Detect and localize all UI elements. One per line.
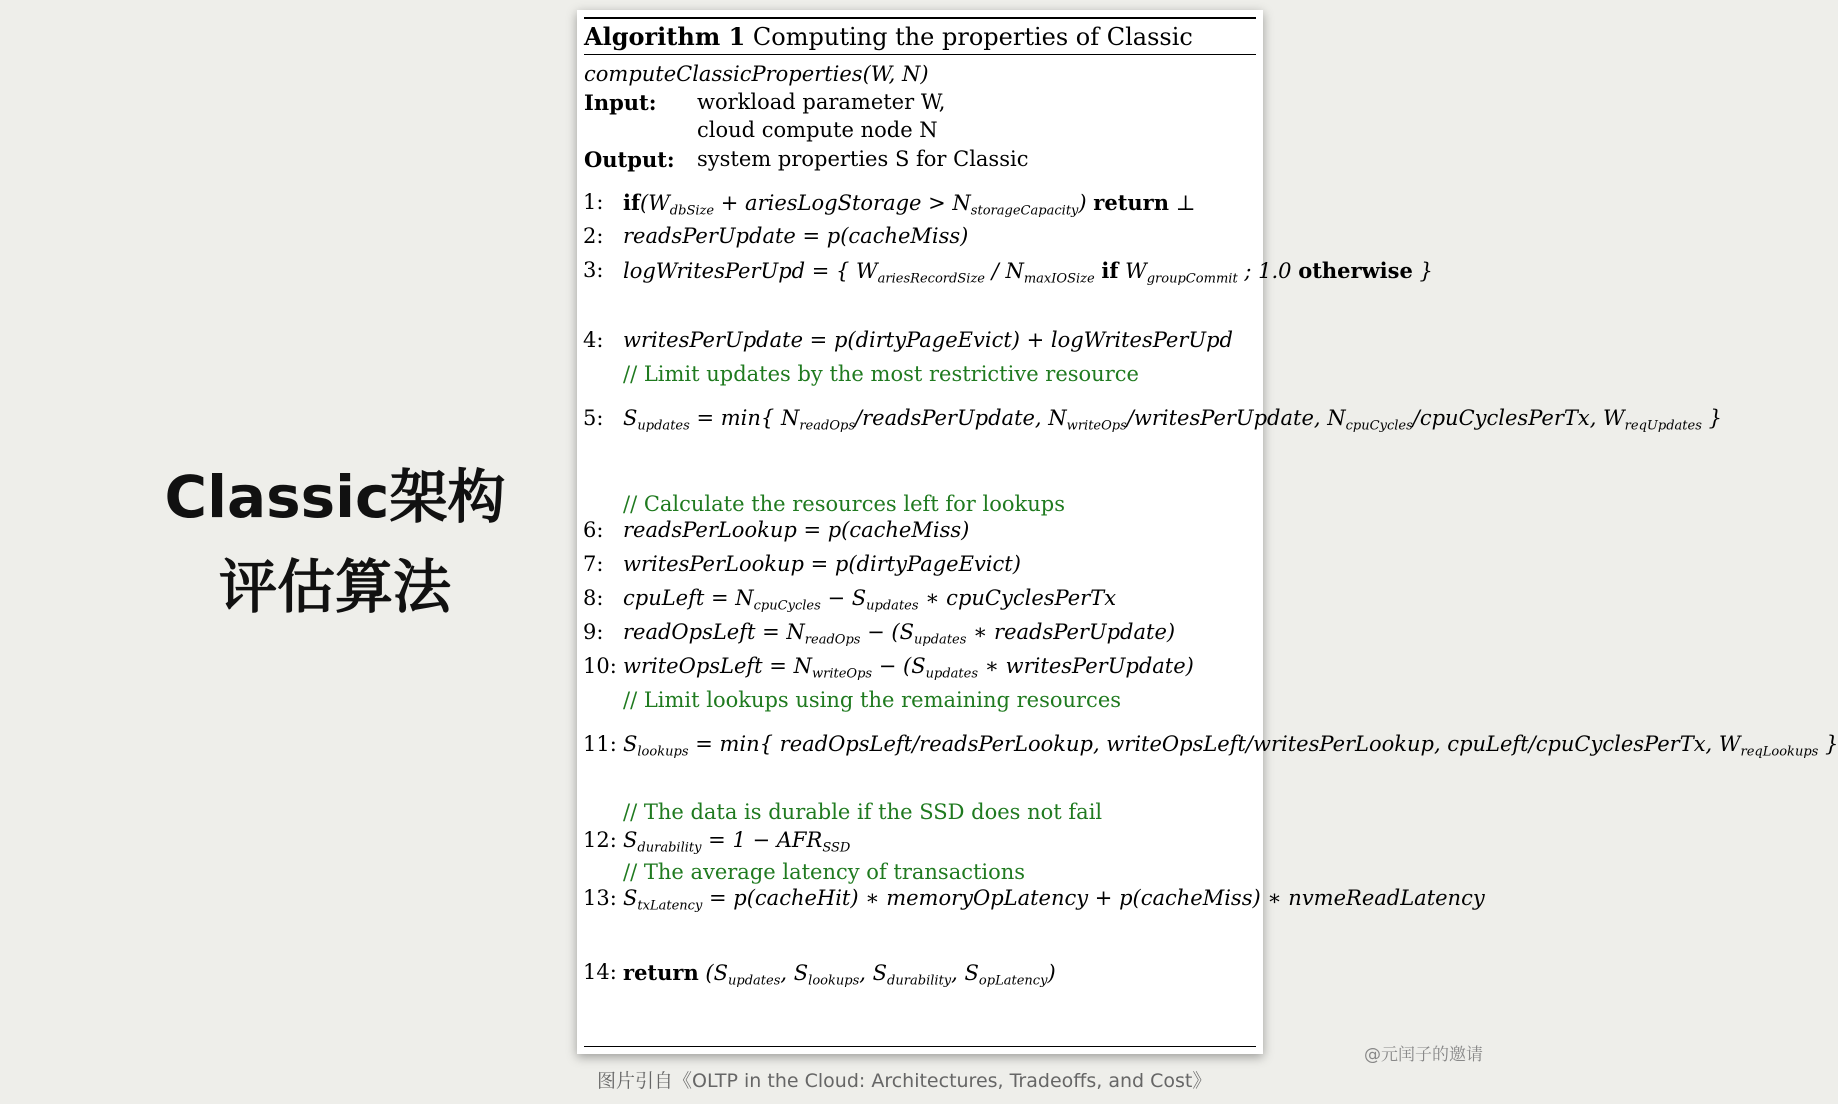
line-number: 5: [583, 406, 604, 430]
line-code: writeOpsLeft = $N_{writeOps} - (S_{updates}$ ∗ writesPerUpdate) [623, 654, 1194, 682]
line-code: cpuLeft = $N_{cpuCycles} - S_{updates}$ ∗ cpuCyclesPerTx [623, 586, 1117, 614]
line-code: writesPerLookup = p(dirtyPageEvict) [623, 552, 1021, 576]
line-code: readOpsLeft = $N_{readOps} - (S_{updates}$ ∗ readsPerUpdate) [623, 620, 1176, 648]
output-label: Output: [584, 147, 675, 172]
line-code: $S_{txLatency}$ = p(cacheHit) ∗ memoryOpLatency + p(cacheMiss) ∗ nvmeReadLatency [623, 886, 1485, 914]
comment-text: // Calculate the resources left for lookups [623, 492, 1065, 516]
comment-text: // Limit updates by the most restrictive resource [623, 362, 1139, 386]
line-number: 2: [583, 224, 604, 248]
line-code: $S_{durability} = 1 - AFR_{SSD}$ [623, 828, 851, 856]
line-code: readsPerUpdate = p(cacheMiss) [623, 224, 969, 248]
figure-caption: 图片引自《OLTP in the Cloud: Architectures, Tradeoffs, and Cost》 [597, 1070, 1212, 1092]
slide-title-line-2: 评估算法 [218, 553, 451, 621]
line-number: 10: [583, 654, 617, 678]
algorithm-title: Computing the properties of Classic [752, 23, 1193, 51]
line-number: 14: [583, 960, 617, 984]
line-code: return ($S_{updates}$, $S_{lookups}$, $S_{durability}$, $S_{opLatency}$) [623, 960, 1056, 989]
line-number: 4: [583, 328, 604, 352]
line-code: $S_{updates} = \min${ $N_{readOps}$/readsPerUpdate, $N_{writeOps}$/writesPerUpdate, $N_{cpuCycles}$/cpuCyclesPerTx, $W_{reqUpdates}$ } [623, 406, 1722, 434]
comment-text: // Limit lookups using the remaining resources [623, 688, 1122, 712]
line-code: $S_{lookups} = \min${ readOpsLeft/readsPerLookup, writeOpsLeft/writesPerLookup, cpuLeft/cpuCyclesPerTx, $W_{reqLookups}$ } [623, 732, 1838, 760]
bottom-rule [584, 1046, 1256, 1047]
algorithm-card [577, 10, 1838, 1054]
line-number: 13: [583, 886, 617, 910]
line-number: 9: [583, 620, 604, 644]
line-number: 6: [583, 518, 604, 542]
input-label: Input: [584, 90, 657, 115]
algorithm-header [584, 22, 1193, 51]
input-1: workload parameter W, [697, 90, 946, 114]
comment-text: // The data is durable if the SSD does not fail [623, 800, 1103, 824]
line-number: 8: [583, 586, 604, 610]
algorithm-label: Algorithm 1 [584, 22, 746, 51]
function-signature: computeClassicProperties(W, N) [584, 62, 929, 86]
line-number: 11: [583, 732, 617, 756]
line-code: readsPerLookup = p(cacheMiss) [623, 518, 970, 542]
slide-title-line-1: Classic架构 [164, 463, 506, 531]
line-code: writesPerUpdate = p(dirtyPageEvict) + logWritesPerUpd [623, 328, 1233, 352]
line-number: 7: [583, 552, 604, 576]
output-1: system properties S for Classic [697, 147, 1029, 171]
line-number: 12: [583, 828, 617, 852]
input-2: cloud compute node N [697, 118, 938, 142]
line-number: 3: [583, 258, 604, 282]
top-rule [584, 17, 1256, 19]
header-rule [584, 54, 1256, 55]
line-code: $if(W_{dbSize}$ + ariesLogStorage > $N_{storageCapacity}$) return ⊥ [623, 190, 1196, 219]
line-code: logWritesPerUpd = { $W_{ariesRecordSize} / N_{maxIOSize}$ if $W_{groupCommit}$ ; 1.0 otherwise } [623, 258, 1433, 287]
line-number: 1: [583, 190, 604, 214]
comment-text: // The average latency of transactions [623, 860, 1026, 884]
slide-title [150, 452, 520, 632]
watermark: @元闰子的邀请 [1364, 1045, 1483, 1065]
